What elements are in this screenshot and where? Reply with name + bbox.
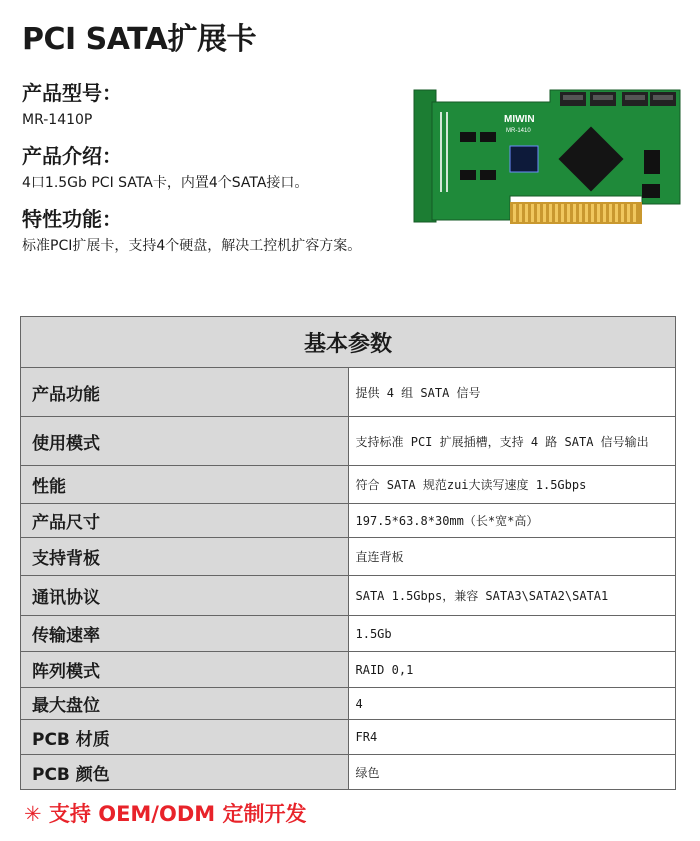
row-label: 产品功能 [21,368,349,417]
features-heading: 特性功能： [22,207,122,231]
table-row [21,538,676,576]
row-value: 直连背板 [348,538,676,576]
parameter-table [20,316,676,790]
product-info [22,80,397,257]
table-row [21,755,676,790]
status-display [510,146,538,172]
pci-card-illustration [410,84,682,236]
row-value: 支持标准 PCI 扩展插槽，支持 4 路 SATA 信号输出 [348,417,676,466]
table-row [21,616,676,652]
row-label: 传输速率 [21,616,349,652]
intro-heading: 产品介绍： [22,144,122,168]
model-section [22,80,397,131]
row-label: 支持背板 [21,538,349,576]
table-row [21,720,676,755]
table-heading: 基本参数 [21,317,676,368]
model-heading: 产品型号： [22,81,122,105]
intro-section [22,143,397,194]
row-value: 提供 4 组 SATA 信号 [348,368,676,417]
row-value: 1.5Gb [348,616,676,652]
row-label: 产品尺寸 [21,504,349,538]
table-row [21,504,676,538]
oem-odm-note: ✳ 支持 OEM/ODM 定制开发 [24,802,307,826]
table-row [21,417,676,466]
row-value: RAID 0,1 [348,652,676,688]
row-value: 4 [348,688,676,720]
table-row [21,576,676,616]
row-label: PCB 颜色 [21,755,349,790]
row-value: SATA 1.5Gbps，兼容 SATA3\SATA2\SATA1 [348,576,676,616]
features-value: 标准PCI扩展卡，支持4个硬盘，解决工控机扩容方案。 [22,238,362,254]
card-brand: MIWIN [504,114,535,125]
table-row [21,466,676,504]
row-label: 最大盘位 [21,688,349,720]
row-label: 性能 [21,466,349,504]
page-title: PCI SATA扩展卡 [22,22,256,57]
gold-finger-connector [510,202,642,224]
card-model: MR-1410 [506,128,531,134]
row-value: 符合 SATA 规范zui大读写速度 1.5Gbps [348,466,676,504]
row-label: PCB 材质 [21,720,349,755]
row-label: 阵列模式 [21,652,349,688]
features-section [22,206,397,257]
table-row [21,652,676,688]
table-row [21,688,676,720]
row-value: 197.5*63.8*30mm（长*宽*高） [348,504,676,538]
table-row [21,368,676,417]
row-value: 绿色 [348,755,676,790]
row-label: 通讯协议 [21,576,349,616]
model-value: MR-1410P [22,112,93,128]
product-photo [410,84,682,236]
row-value: FR4 [348,720,676,755]
row-label: 使用模式 [21,417,349,466]
intro-value: 4口1.5Gb PCI SATA卡，内置4个SATA接口。 [22,175,309,191]
